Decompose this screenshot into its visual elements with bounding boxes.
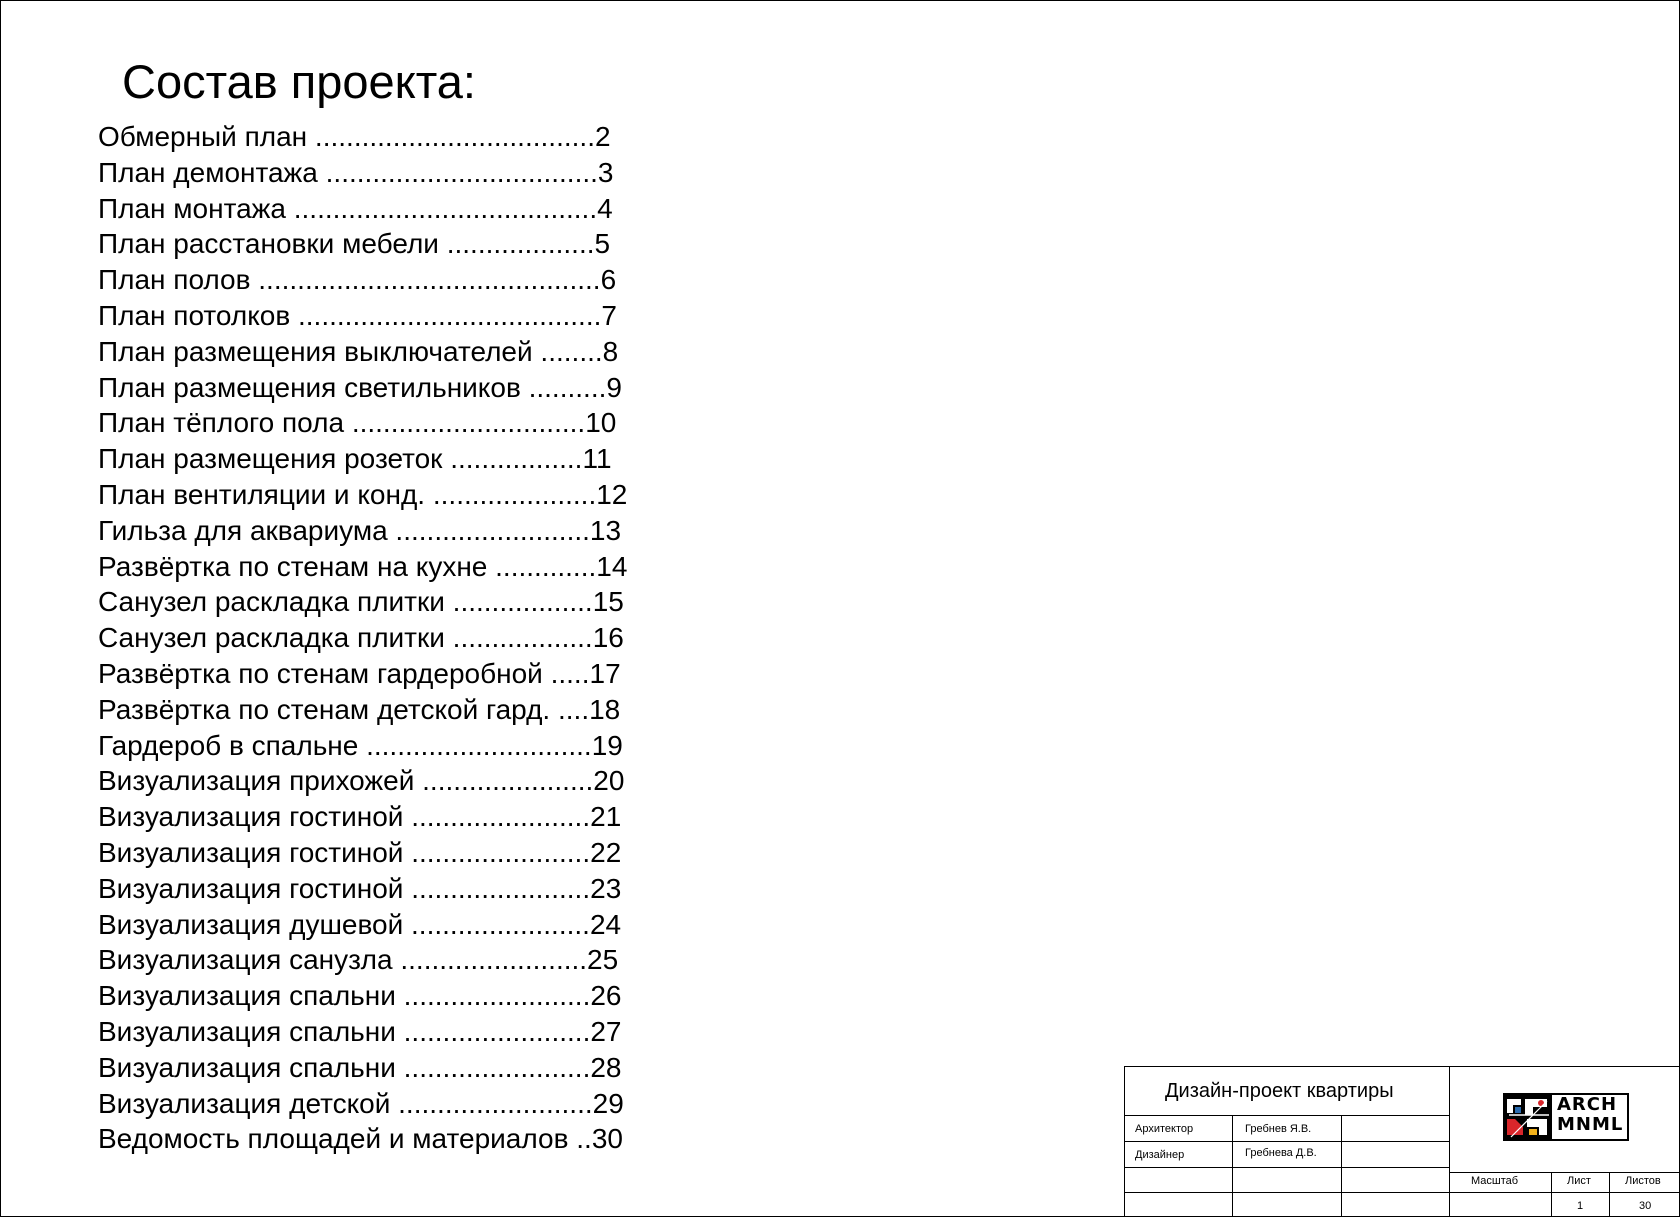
toc-item: План потолков .......................................7 xyxy=(98,299,617,331)
designer-label: Дизайнер xyxy=(1135,1149,1185,1161)
toc-item: Санузел раскладка плитки ..................15 xyxy=(98,586,624,618)
toc-item: План размещения светильников ..........9 xyxy=(98,371,622,403)
toc-item: Визуализация прихожей ......................20 xyxy=(98,765,625,797)
sheets-value: 30 xyxy=(1639,1200,1652,1212)
page-title: Состав проекта: xyxy=(122,55,476,108)
logo-text-line2: MNML xyxy=(1557,1114,1624,1135)
scale-label: Масштаб xyxy=(1471,1175,1519,1187)
toc-item: Развёртка по стенам детской гард. ....18 xyxy=(98,693,621,725)
toc-item: Развёртка по стенам гардеробной .....17 xyxy=(98,657,621,689)
table-of-contents xyxy=(98,119,627,1157)
toc-item: Обмерный план ....................................2 xyxy=(98,121,611,152)
archmnml-logo xyxy=(1503,1093,1629,1141)
toc-item: Визуализация гостиной .......................22 xyxy=(98,836,622,868)
sheet-value: 1 xyxy=(1577,1200,1584,1212)
toc-item: План полов ............................................6 xyxy=(98,264,617,296)
toc-item: План тёплого пола ..............................10 xyxy=(98,407,617,439)
architect-name: Гребнев Я.В. xyxy=(1245,1123,1312,1135)
toc-item: План демонтажа ...................................3 xyxy=(98,156,614,188)
toc-item: План вентиляции и конд. .....................12 xyxy=(98,478,628,510)
toc-item: Визуализация гостиной .......................21 xyxy=(98,801,622,833)
toc-item: План расстановки мебели ...................5 xyxy=(98,228,611,260)
toc-item: Развёртка по стенам на кухне .............14 xyxy=(98,550,628,582)
toc-item: Визуализация гостиной .......................23 xyxy=(98,872,622,904)
project-name: Дизайн-проект квартиры xyxy=(1165,1080,1394,1102)
sheet-label: Лист xyxy=(1567,1175,1591,1187)
toc-item: Визуализация спальни ........................26 xyxy=(98,980,622,1012)
toc-item: Ведомость площадей и материалов ..30 xyxy=(98,1123,623,1155)
toc-item: План размещения розеток .................11 xyxy=(98,443,612,475)
architect-label: Архитектор xyxy=(1135,1123,1194,1135)
toc-item: Гильза для аквариума .........................13 xyxy=(98,514,622,546)
toc-item: План монтажа .......................................4 xyxy=(98,192,613,224)
toc-item: Визуализация душевой .......................24 xyxy=(98,908,622,940)
toc-item: План размещения выключателей ........8 xyxy=(98,335,619,367)
toc-item: Визуализация детской .........................29 xyxy=(98,1087,624,1119)
toc-item: Гардероб в спальне .............................19 xyxy=(98,729,623,761)
toc-item: Санузел раскладка плитки ..................16 xyxy=(98,622,624,654)
toc-item: Визуализация спальни ........................28 xyxy=(98,1051,622,1083)
sheets-label: Листов xyxy=(1625,1175,1661,1187)
logo-text-line1: ARCH xyxy=(1557,1094,1618,1115)
toc-item: Визуализация санузла ........................25 xyxy=(98,944,619,976)
designer-name: Гребнева Д.В. xyxy=(1245,1147,1317,1159)
title-block xyxy=(1124,1066,1680,1217)
toc-item: Визуализация спальни ........................27 xyxy=(98,1015,622,1047)
